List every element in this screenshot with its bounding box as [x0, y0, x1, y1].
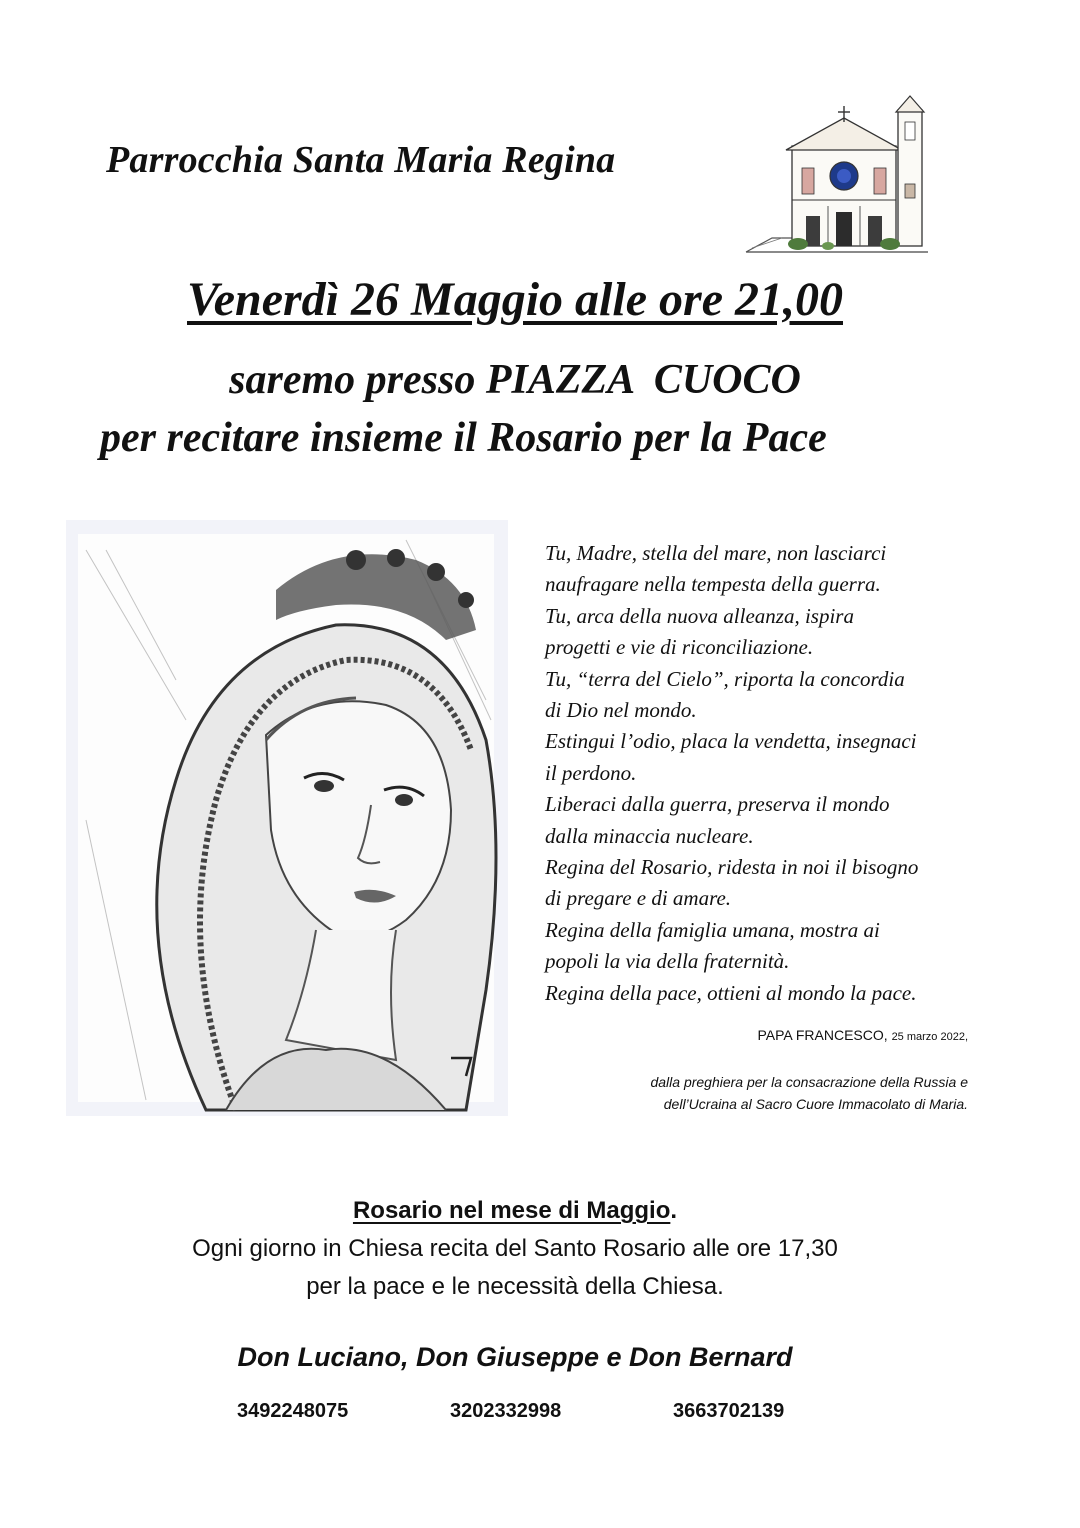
event-purpose-line: per recitare insieme il Rosario per la Pace — [100, 415, 827, 461]
prayer-line: Regina della famiglia umana, mostra ai — [545, 917, 880, 942]
prayer-credit — [757, 1027, 968, 1043]
rosary-schedule-line: Ogni giorno in Chiesa recita del Santo Rosario alle ore 17,30 — [192, 1235, 838, 1262]
prayer-line: il perdono. — [545, 760, 637, 785]
rosary-heading — [0, 1197, 1030, 1225]
prayer-source-line: dell’Ucraina al Sacro Cuore Immacolato di Maria. — [663, 1096, 968, 1112]
madonna-portrait-image — [66, 520, 508, 1116]
prayer-line: Liberaci dalla guerra, preserva il mondo — [545, 792, 890, 817]
prayer-line: Tu, Madre, stella del mare, non lasciarci — [545, 541, 887, 565]
phone-number: 3492248075 — [237, 1400, 349, 1422]
prayer-line: Regina del Rosario, ridesta in noi il bisogno — [545, 855, 919, 880]
prayer-line: di pregare e di amare. — [545, 886, 732, 911]
prayer-line: progetti e vie di riconciliazione. — [545, 635, 814, 660]
prayer-date: 25 marzo 2022, — [891, 1031, 968, 1043]
rosary-title-suffix: . — [670, 1197, 678, 1224]
prayer-line: Tu, “terra del Cielo”, riporta la concordia — [545, 666, 905, 691]
event-location-line: saremo presso PIAZZA CUOCO — [229, 357, 801, 403]
prayer-line: Tu, arca della nuova alleanza, ispira — [545, 603, 854, 628]
prayer-line: di Dio nel mondo. — [545, 698, 697, 723]
prayer-source-line: dalla preghiera per la consacrazione della Russia e — [650, 1074, 968, 1090]
prayer-author: PAPA FRANCESCO, — [757, 1027, 888, 1043]
prayer-line: popoli la via della fraternità. — [545, 949, 790, 974]
church-drawing — [742, 88, 930, 260]
prayer-source — [650, 1071, 968, 1115]
phone-number: 3202332998 — [450, 1400, 562, 1422]
priests-names: Don Luciano, Don Giuseppe e Don Bernard — [237, 1342, 793, 1372]
parish-name: Parrocchia Santa Maria Regina — [106, 139, 616, 181]
prayer-line: Regina della pace, ottieni al mondo la pace. — [545, 980, 917, 1005]
prayer-line: dalla minaccia nucleare. — [545, 823, 754, 848]
rosary-purpose-line: per la pace e le necessità della Chiesa. — [306, 1273, 724, 1300]
prayer-text — [545, 538, 985, 1009]
prayer-line: Estingui l’odio, placa la vendetta, insegnaci — [545, 729, 917, 754]
prayer-line: naufragare nella tempesta della guerra. — [545, 572, 881, 597]
phone-number: 3663702139 — [673, 1400, 785, 1422]
rosary-title: Rosario nel mese di Maggio — [352, 1197, 671, 1224]
event-date-time: Venerdì 26 Maggio alle ore 21,00 — [187, 273, 843, 326]
